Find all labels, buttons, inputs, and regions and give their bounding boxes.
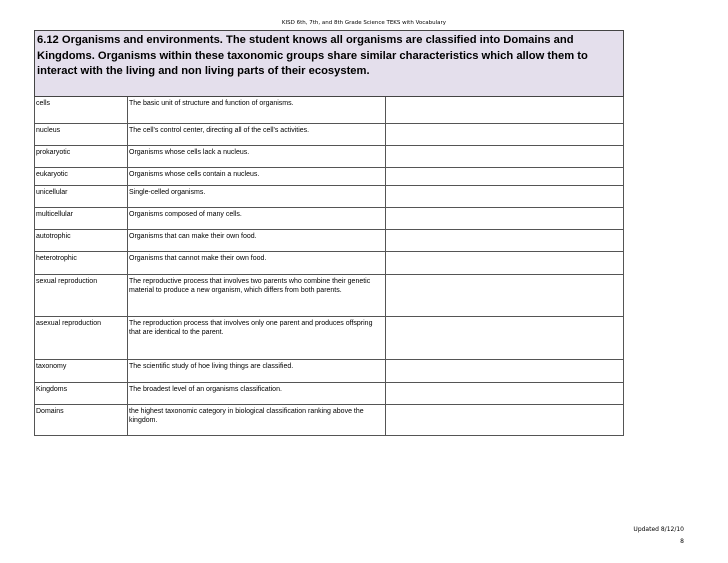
- standard-row: [35, 31, 624, 97]
- vocab-definition: The reproductive process that involves two parents who combine their genetic material to produce a new organism, which differs from both parents.: [128, 275, 386, 317]
- vocab-term: cells: [35, 97, 128, 124]
- vocab-term: prokaryotic: [35, 146, 128, 168]
- vocab-blank-cell: [386, 168, 624, 186]
- document-header: KISD 6th, 7th, and 8th Grade Science TEKS with Vocabulary: [281, 20, 447, 26]
- vocab-row: [35, 208, 624, 230]
- vocab-row: [35, 252, 624, 275]
- vocab-row: [35, 168, 624, 186]
- vocab-term: multicellular: [35, 208, 128, 230]
- updated-date: Updated 8/12/10: [633, 526, 684, 533]
- vocab-definition: Organisms whose cells lack a nucleus.: [128, 146, 386, 168]
- vocab-term: Kingdoms: [35, 383, 128, 405]
- vocab-blank-cell: [386, 124, 624, 146]
- vocab-term: unicellular: [35, 186, 128, 208]
- vocab-definition: Organisms composed of many cells.: [128, 208, 386, 230]
- vocab-row: [35, 405, 624, 436]
- vocab-blank-cell: [386, 383, 624, 405]
- vocab-definition: The cell's control center, directing all of the cell's activities.: [128, 124, 386, 146]
- vocab-blank-cell: [386, 360, 624, 383]
- vocab-definition: The reproduction process that involves only one parent and produces offspring that are identical to the parent.: [128, 317, 386, 360]
- vocab-definition: The basic unit of structure and function of organisms.: [128, 97, 386, 124]
- vocab-blank-cell: [386, 275, 624, 317]
- vocab-term: taxonomy: [35, 360, 128, 383]
- vocab-row: [35, 97, 624, 124]
- vocab-row: [35, 124, 624, 146]
- vocab-term: nucleus: [35, 124, 128, 146]
- vocab-definition: the highest taxonomic category in biological classification ranking above the kingdom.: [128, 405, 386, 436]
- vocab-term: Domains: [35, 405, 128, 436]
- vocab-definition: Single-celled organisms.: [128, 186, 386, 208]
- vocab-definition: The scientific study of hoe living things are classified.: [128, 360, 386, 383]
- vocab-row: [35, 186, 624, 208]
- vocab-term: autotrophic: [35, 230, 128, 252]
- vocab-row: [35, 317, 624, 360]
- vocab-row: [35, 383, 624, 405]
- vocab-term: sexual reproduction: [35, 275, 128, 317]
- vocab-blank-cell: [386, 405, 624, 436]
- vocab-term: eukaryotic: [35, 168, 128, 186]
- vocab-blank-cell: [386, 208, 624, 230]
- vocabulary-table: [34, 30, 624, 436]
- vocab-term: asexual reproduction: [35, 317, 128, 360]
- vocab-definition: Organisms that can make their own food.: [128, 230, 386, 252]
- vocab-blank-cell: [386, 97, 624, 124]
- page-footer: [584, 524, 684, 548]
- vocab-blank-cell: [386, 186, 624, 208]
- vocab-row: [35, 230, 624, 252]
- vocab-blank-cell: [386, 230, 624, 252]
- vocab-definition: Organisms whose cells contain a nucleus.: [128, 168, 386, 186]
- vocab-row: [35, 360, 624, 383]
- vocab-blank-cell: [386, 317, 624, 360]
- standard-text: 6.12 Organisms and environments. The student knows all organisms are classified into Domains and Kingdoms. Organisms within these taxonomic groups share similar characteristics which allow them to interact with the living and non living parts of their ecosystem.: [35, 31, 624, 97]
- vocab-term: heterotrophic: [35, 252, 128, 275]
- vocab-definition: Organisms that cannot make their own food.: [128, 252, 386, 275]
- vocab-row: [35, 275, 624, 317]
- vocab-blank-cell: [386, 146, 624, 168]
- page-number: 8: [680, 538, 684, 545]
- vocab-definition: The broadest level of an organisms classification.: [128, 383, 386, 405]
- vocab-row: [35, 146, 624, 168]
- vocab-blank-cell: [386, 252, 624, 275]
